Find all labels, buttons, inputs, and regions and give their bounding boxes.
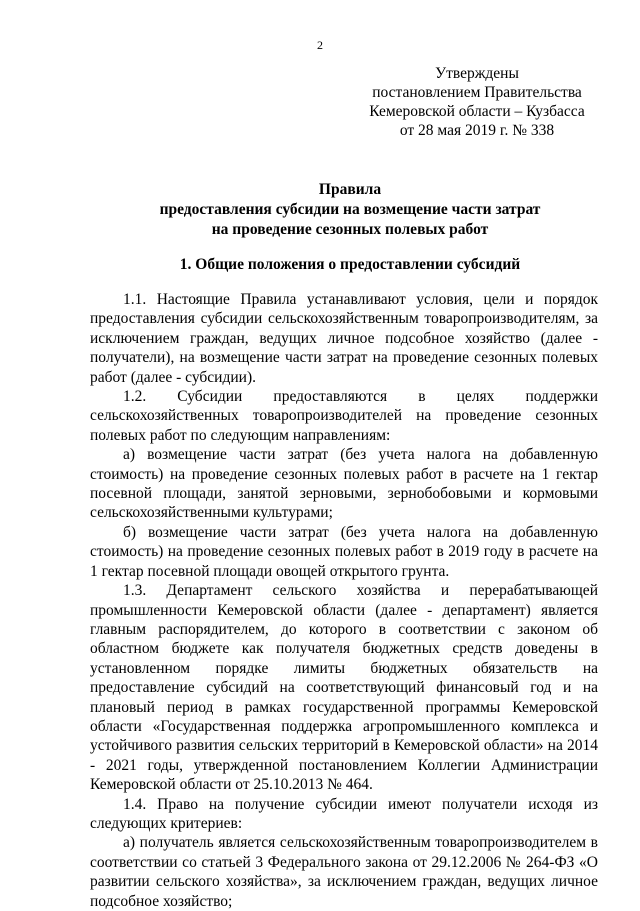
title-line-2: предоставления субсидии на возмещение части затрат — [159, 201, 541, 218]
approval-line-4: от 28 мая 2019 г. № 338 — [399, 122, 555, 139]
approval-stamp — [362, 64, 592, 140]
page-number: 2 — [317, 38, 323, 52]
paragraph-1-3: 1.3. Департамент сельского хозяйства и перерабатывающей промышленности Кемеровской области (далее - департамент) является главным распорядителем, до которого в соответствии с законом об областном бюджете как получателя бюджетных средств доведены в установленном порядке лимиты бюджетных обязательств на предоставление субсидий на соответствующий финансовый год и на плановый период в рамках государственной программы Кемеровской области «Государственная поддержка агропромышленного комплекса и устойчивого развития сельских территорий в Кемеровской области» на 2014 - 2021 годы, утвержденной постановлением Коллегии Администрации Кемеровской области от 25.10.2013 № 464. — [90, 582, 598, 794]
approval-line-2: постановлением Правительства — [372, 84, 582, 101]
approval-line-3: Кемеровской области – Кузбасса — [369, 103, 585, 120]
paragraph-1-2-a: а) возмещение части затрат (без учета налога на добавленную стоимость) на проведение сезонных полевых работ в расчете на 1 гектар посевной площади, занятой зерновыми, зернобобовыми и кормовыми сельскохозяйственными культурами; — [90, 446, 598, 522]
paragraph-1-4-a: а) получатель является сельскохозяйственным товаропроизводителем в соответствии со статьей 3 Федерального закона от 29.12.2006 № 264-ФЗ «О развитии сельского хозяйства», за исключением граждан, ведущих личное подсобное хозяйство; — [90, 834, 598, 910]
approval-line-1: Утверждены — [435, 65, 519, 82]
document-title — [90, 180, 610, 240]
document-body — [90, 290, 598, 911]
title-line-3: на проведение сезонных полевых работ — [211, 221, 489, 238]
paragraph-1-2: 1.2. Субсидии предоставляются в целях поддержки сельскохозяйственных товаропроизводителей на проведение сезонных полевых работ по следующим направлениям: — [90, 388, 598, 444]
paragraph-1-1: 1.1. Настоящие Правила устанавливают условия, цели и порядок предоставления субсидии сельскохозяйственным товаропроизводителям, за исключением граждан, ведущих личное подсобное хозяйство (далее - получатели), на возмещение части затрат на проведение сезонных полевых работ (далее - субсидии). — [90, 291, 598, 386]
title-line-1: Правила — [318, 181, 382, 198]
paragraph-1-4: 1.4. Право на получение субсидии имеют получатели исходя из следующих критериев: — [90, 795, 598, 832]
section-heading: 1. Общие положения о предоставлении субсидий — [179, 256, 521, 273]
paragraph-1-2-b: б) возмещение части затрат (без учета налога на добавленную стоимость) на проведение сезонных полевых работ в 2019 году в расчете на 1 гектар посевной площади овощей открытого грунта. — [90, 523, 598, 580]
